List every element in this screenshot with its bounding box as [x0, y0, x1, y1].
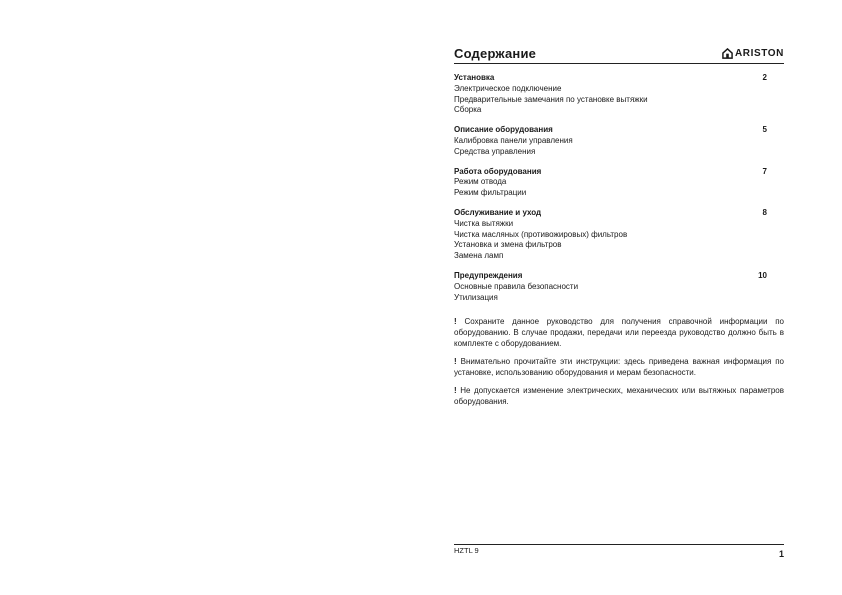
toc-page-number: 8 — [762, 207, 767, 217]
toc-page-number: 2 — [762, 73, 767, 82]
header-divider — [454, 63, 784, 64]
page-title: Содержание — [454, 46, 537, 61]
note-text: Не допускается изменение электрических, механических или вытяжных параметров оборудования. — [454, 386, 784, 406]
toc-page-number: 10 — [758, 270, 767, 280]
toc-item[interactable]: Утилизация — [454, 292, 498, 302]
toc-item[interactable]: Установка и змена фильтров — [454, 240, 562, 250]
toc-section-heading[interactable] — [454, 271, 784, 282]
warning-mark: ! — [454, 386, 457, 395]
toc-section-heading[interactable] — [454, 208, 784, 219]
page-number: 1 — [778, 549, 784, 559]
toc-section-heading[interactable] — [454, 167, 784, 178]
footer-model: HZTL 9 — [454, 546, 479, 555]
toc-section-title: Обслуживание и уход — [454, 207, 542, 217]
toc-item[interactable]: Предварительные замечания по установке вытяжки — [454, 94, 648, 104]
note-paragraph — [454, 316, 784, 349]
toc-section-heading[interactable] — [454, 73, 784, 84]
house-logo-icon — [722, 48, 733, 59]
warning-mark: ! — [454, 317, 457, 326]
toc-section-title: Предупреждения — [454, 270, 523, 280]
toc-item[interactable]: Основные правила безопасности — [454, 281, 579, 291]
toc-item[interactable]: Замена ламп — [454, 251, 504, 261]
table-of-contents — [454, 73, 784, 312]
toc-section-title: Установка — [454, 73, 495, 82]
note-paragraph — [454, 385, 784, 407]
toc-section — [454, 125, 784, 157]
toc-section — [454, 73, 784, 116]
toc-item[interactable]: Чистка вытяжки — [454, 218, 514, 228]
toc-section — [454, 167, 784, 199]
footer-divider — [454, 544, 784, 545]
toc-section — [454, 271, 784, 303]
toc-item[interactable]: Режим фильтрации — [454, 188, 527, 198]
toc-item[interactable]: Режим отвода — [454, 177, 507, 187]
toc-item[interactable]: Электрическое подключение — [454, 83, 562, 93]
brand-name: ARISTON — [734, 48, 784, 59]
note-text: Сохраните данное руководство для получения справочной информации по оборудованию. В случае продажи, передачи или переезда руководство должно быть в комплекте с оборудованием. — [454, 317, 784, 348]
toc-item[interactable]: Средства управления — [454, 146, 536, 156]
document-page — [454, 0, 784, 595]
toc-page-number: 7 — [762, 166, 767, 176]
toc-section-title: Работа оборудования — [454, 166, 542, 176]
toc-section — [454, 208, 784, 262]
note-paragraph — [454, 356, 784, 378]
toc-item[interactable]: Калибровка панели управления — [454, 135, 573, 145]
brand-logo — [722, 48, 784, 59]
notes-block — [454, 316, 784, 414]
toc-item[interactable]: Чистка масляных (противожировых) фильтров — [454, 229, 628, 239]
warning-mark: ! — [454, 357, 457, 366]
note-text: Внимательно прочитайте эти инструкции: здесь приведена важная информация по установке, использованию оборудования и мерам безопасности. — [454, 357, 784, 377]
toc-page-number: 5 — [762, 125, 767, 135]
toc-section-heading[interactable] — [454, 125, 784, 136]
toc-item[interactable]: Сборка — [454, 105, 482, 115]
toc-section-title: Описание оборудования — [454, 125, 553, 135]
